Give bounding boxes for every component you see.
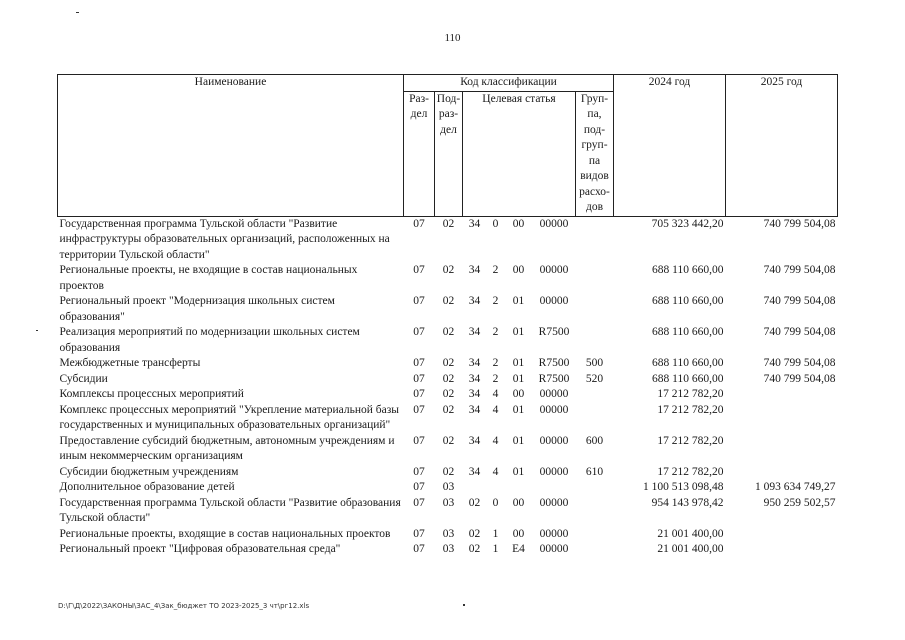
row-amount-2024: 17 212 782,20 <box>657 465 724 478</box>
row-name: Межбюджетные трансферты <box>59 357 201 369</box>
row-target-direction: 00000 <box>539 264 569 276</box>
row-target-main: 01 <box>512 357 525 369</box>
row-target-subprogram: 1 <box>492 527 499 540</box>
table-row <box>58 465 838 481</box>
row-razdel: 07 <box>413 434 425 447</box>
row-target-main: 00 <box>512 496 525 509</box>
row-amount-2024: 688 110 660,00 <box>652 264 724 276</box>
row-name: Региональные проекты, входящие в состав национальных проектов <box>59 527 391 540</box>
row-name: Реализация мероприятий по модернизации школьных систем образования <box>59 326 360 354</box>
row-target-program: 34 <box>468 388 481 400</box>
table-body <box>58 216 838 558</box>
row-amount-2024: 705 323 442,20 <box>651 217 724 230</box>
row-razdel: 07 <box>413 326 425 338</box>
row-target-main: 00 <box>512 217 525 230</box>
row-podrazdel: 03 <box>442 496 455 509</box>
row-target-subprogram: 0 <box>492 217 499 230</box>
row-razdel: 07 <box>413 496 425 509</box>
row-group <box>576 387 614 403</box>
row-amount-2024: 688 110 660,00 <box>652 295 724 307</box>
row-target-main: E4 <box>512 543 525 555</box>
row-podrazdel: 02 <box>442 403 455 416</box>
header-target: Целевая статья <box>463 91 576 216</box>
row-target-direction: 00000 <box>539 465 569 478</box>
budget-table <box>57 74 838 558</box>
row-target-subprogram: 2 <box>492 295 499 307</box>
row-amount-2025 <box>726 403 838 434</box>
row-target-main: 00 <box>512 264 525 276</box>
row-amount-2025 <box>726 387 838 403</box>
row-target-direction: 00000 <box>539 527 569 540</box>
row-amount-2025: 740 799 504,08 <box>763 264 836 276</box>
row-target-program: 34 <box>468 357 481 369</box>
row-group <box>576 527 614 543</box>
table-row <box>58 325 838 356</box>
row-group <box>576 542 614 558</box>
row-target-subprogram: 2 <box>492 372 499 385</box>
row-group <box>576 496 614 527</box>
row-target-main: 01 <box>512 372 525 385</box>
row-name: Региональные проекты, не входящие в состав национальных проектов <box>59 264 358 292</box>
row-target-direction: 00000 <box>539 434 569 447</box>
row-group <box>576 325 614 356</box>
row-target-subprogram <box>487 480 505 496</box>
table-row <box>58 263 838 294</box>
row-target-subprogram: 4 <box>492 434 499 447</box>
row-amount-2025 <box>726 542 838 558</box>
row-target-direction <box>533 480 576 496</box>
row-target-subprogram: 4 <box>492 403 499 416</box>
row-razdel: 07 <box>413 465 425 478</box>
row-name: Региональный проект "Цифровая образовательная среда" <box>59 543 341 555</box>
row-target-subprogram: 2 <box>492 264 499 276</box>
row-group: 500 <box>585 357 604 369</box>
header-2025: 2025 год <box>726 75 838 217</box>
row-amount-2025 <box>726 527 838 543</box>
header-group: Груп-па, под-груп-па видов расхо-дов <box>576 91 614 216</box>
table-row <box>58 216 838 263</box>
row-podrazdel: 02 <box>442 357 455 369</box>
row-target-direction: 00000 <box>539 403 569 416</box>
row-podrazdel: 03 <box>442 527 455 540</box>
row-name: Дополнительное образование детей <box>59 481 235 493</box>
row-target-program <box>463 480 487 496</box>
row-target-program: 02 <box>468 496 481 509</box>
row-amount-2024: 688 110 660,00 <box>652 372 724 385</box>
row-target-program: 34 <box>468 264 481 276</box>
row-name: Предоставление субсидий бюджетным, автономным учреждениям и иным некоммерческим организациям <box>59 434 395 462</box>
row-target-subprogram: 2 <box>492 357 499 369</box>
table-row <box>58 294 838 325</box>
row-target-main: 00 <box>512 527 525 540</box>
row-target-direction: 00000 <box>539 217 569 230</box>
row-target-program: 34 <box>468 217 481 230</box>
row-amount-2024: 17 212 782,20 <box>657 388 724 400</box>
scan-speck <box>36 330 38 331</box>
row-target-program: 34 <box>468 326 481 338</box>
row-podrazdel: 02 <box>442 434 455 447</box>
table-row <box>58 372 838 388</box>
row-amount-2024: 21 001 400,00 <box>657 527 724 540</box>
header-podrazdel: Под-раз-дел <box>435 91 463 216</box>
row-amount-2024: 17 212 782,20 <box>657 434 724 447</box>
table-row <box>58 496 838 527</box>
row-target-direction: R7500 <box>538 372 570 385</box>
row-target-direction: R7500 <box>538 326 570 338</box>
row-group: 520 <box>585 372 604 385</box>
row-podrazdel: 03 <box>442 481 455 493</box>
row-target-program: 34 <box>468 403 481 416</box>
table-row <box>58 480 838 496</box>
row-amount-2024: 954 143 978,42 <box>651 496 724 509</box>
file-path-footer: D:\Г\Д\2022\ЗАКОНЫ\ЗАС_4\Зак_бюджет ТО 2023-2025_3 чт\рг12.xls <box>58 602 310 610</box>
row-name: Субсидии бюджетным учреждениям <box>59 465 239 478</box>
page-number: 110 <box>444 32 461 44</box>
row-target-subprogram: 0 <box>492 496 499 509</box>
row-amount-2025: 740 799 504,08 <box>763 217 836 230</box>
row-amount-2024: 688 110 660,00 <box>652 326 724 338</box>
header-2024: 2024 год <box>614 75 726 217</box>
row-podrazdel: 02 <box>442 326 455 338</box>
row-amount-2025: 740 799 504,08 <box>763 357 836 369</box>
row-podrazdel: 03 <box>442 543 455 555</box>
row-target-main: 01 <box>512 326 525 338</box>
row-target-program: 34 <box>468 434 481 447</box>
row-amount-2024: 1 100 513 098,48 <box>643 481 724 493</box>
table-row <box>58 356 838 372</box>
row-target-program: 34 <box>468 465 481 478</box>
row-razdel: 07 <box>413 481 425 493</box>
row-podrazdel: 02 <box>442 264 455 276</box>
row-target-subprogram: 2 <box>492 326 499 338</box>
row-target-main: 01 <box>512 403 525 416</box>
row-amount-2025 <box>726 434 838 465</box>
row-target-main: 01 <box>512 295 525 307</box>
scan-speck <box>76 12 79 13</box>
row-target-direction: 00000 <box>539 295 569 307</box>
row-target-main: 01 <box>512 465 525 478</box>
table-row <box>58 387 838 403</box>
header-name: Наименование <box>58 75 404 217</box>
header-code: Код классификации <box>404 75 614 92</box>
table-row <box>58 527 838 543</box>
row-group: 610 <box>585 465 604 478</box>
row-amount-2025: 740 799 504,08 <box>763 326 836 338</box>
table-row <box>58 434 838 465</box>
row-group <box>576 403 614 434</box>
row-amount-2024: 21 001 400,00 <box>657 543 724 555</box>
row-name: Государственная программа Тульской области "Развитие инфраструктуры образовательных организаций, расположенных на территории Тульской области" <box>59 217 390 261</box>
row-podrazdel: 02 <box>442 217 455 230</box>
row-amount-2025 <box>726 465 838 481</box>
scan-speck <box>463 604 465 606</box>
row-amount-2025: 1 093 634 749,27 <box>755 481 836 493</box>
table-row <box>58 542 838 558</box>
row-amount-2024: 17 212 782,20 <box>657 403 724 416</box>
row-target-main: 01 <box>512 434 525 447</box>
row-target-subprogram: 4 <box>492 465 499 478</box>
row-target-subprogram: 4 <box>492 388 499 400</box>
row-razdel: 07 <box>413 543 425 555</box>
row-podrazdel: 02 <box>442 295 455 307</box>
row-name: Комплексы процессных мероприятий <box>59 388 244 400</box>
row-amount-2024: 688 110 660,00 <box>652 357 724 369</box>
row-target-main: 00 <box>512 388 525 400</box>
row-razdel: 07 <box>413 527 425 540</box>
row-target-direction: 00000 <box>539 388 569 400</box>
row-group <box>576 294 614 325</box>
row-amount-2025: 950 259 502,57 <box>763 496 836 509</box>
row-target-direction: 00000 <box>539 496 569 509</box>
row-name: Комплекс процессных мероприятий "Укрепление материальной базы государственных и муниципальных образовательных организаций" <box>59 403 399 431</box>
row-podrazdel: 02 <box>442 465 455 478</box>
row-razdel: 07 <box>413 388 425 400</box>
row-razdel: 07 <box>413 357 425 369</box>
row-target-direction: 00000 <box>539 543 569 555</box>
row-target-program: 02 <box>468 527 481 540</box>
row-target-direction: R7500 <box>538 357 570 369</box>
header-razdel: Раз-дел <box>404 91 435 216</box>
row-target-subprogram: 1 <box>492 543 499 555</box>
row-amount-2025: 740 799 504,08 <box>763 372 836 385</box>
row-group <box>576 216 614 263</box>
row-razdel: 07 <box>413 264 425 276</box>
row-name: Государственная программа Тульской области "Развитие образования Тульской области" <box>59 496 401 524</box>
row-razdel: 07 <box>413 217 425 230</box>
row-group: 600 <box>585 434 604 447</box>
row-target-main <box>505 480 533 496</box>
row-target-program: 34 <box>468 372 481 385</box>
row-target-program: 02 <box>468 543 481 555</box>
row-target-program: 34 <box>468 295 481 307</box>
row-group <box>576 480 614 496</box>
row-podrazdel: 02 <box>442 372 455 385</box>
row-podrazdel: 02 <box>442 388 455 400</box>
row-name: Региональный проект "Модернизация школьных систем образования" <box>59 295 335 323</box>
row-razdel: 07 <box>413 372 425 385</box>
row-amount-2025: 740 799 504,08 <box>763 295 836 307</box>
row-name: Субсидии <box>59 372 108 385</box>
row-razdel: 07 <box>413 295 425 307</box>
row-group <box>576 263 614 294</box>
table-row <box>58 403 838 434</box>
row-razdel: 07 <box>413 403 425 416</box>
